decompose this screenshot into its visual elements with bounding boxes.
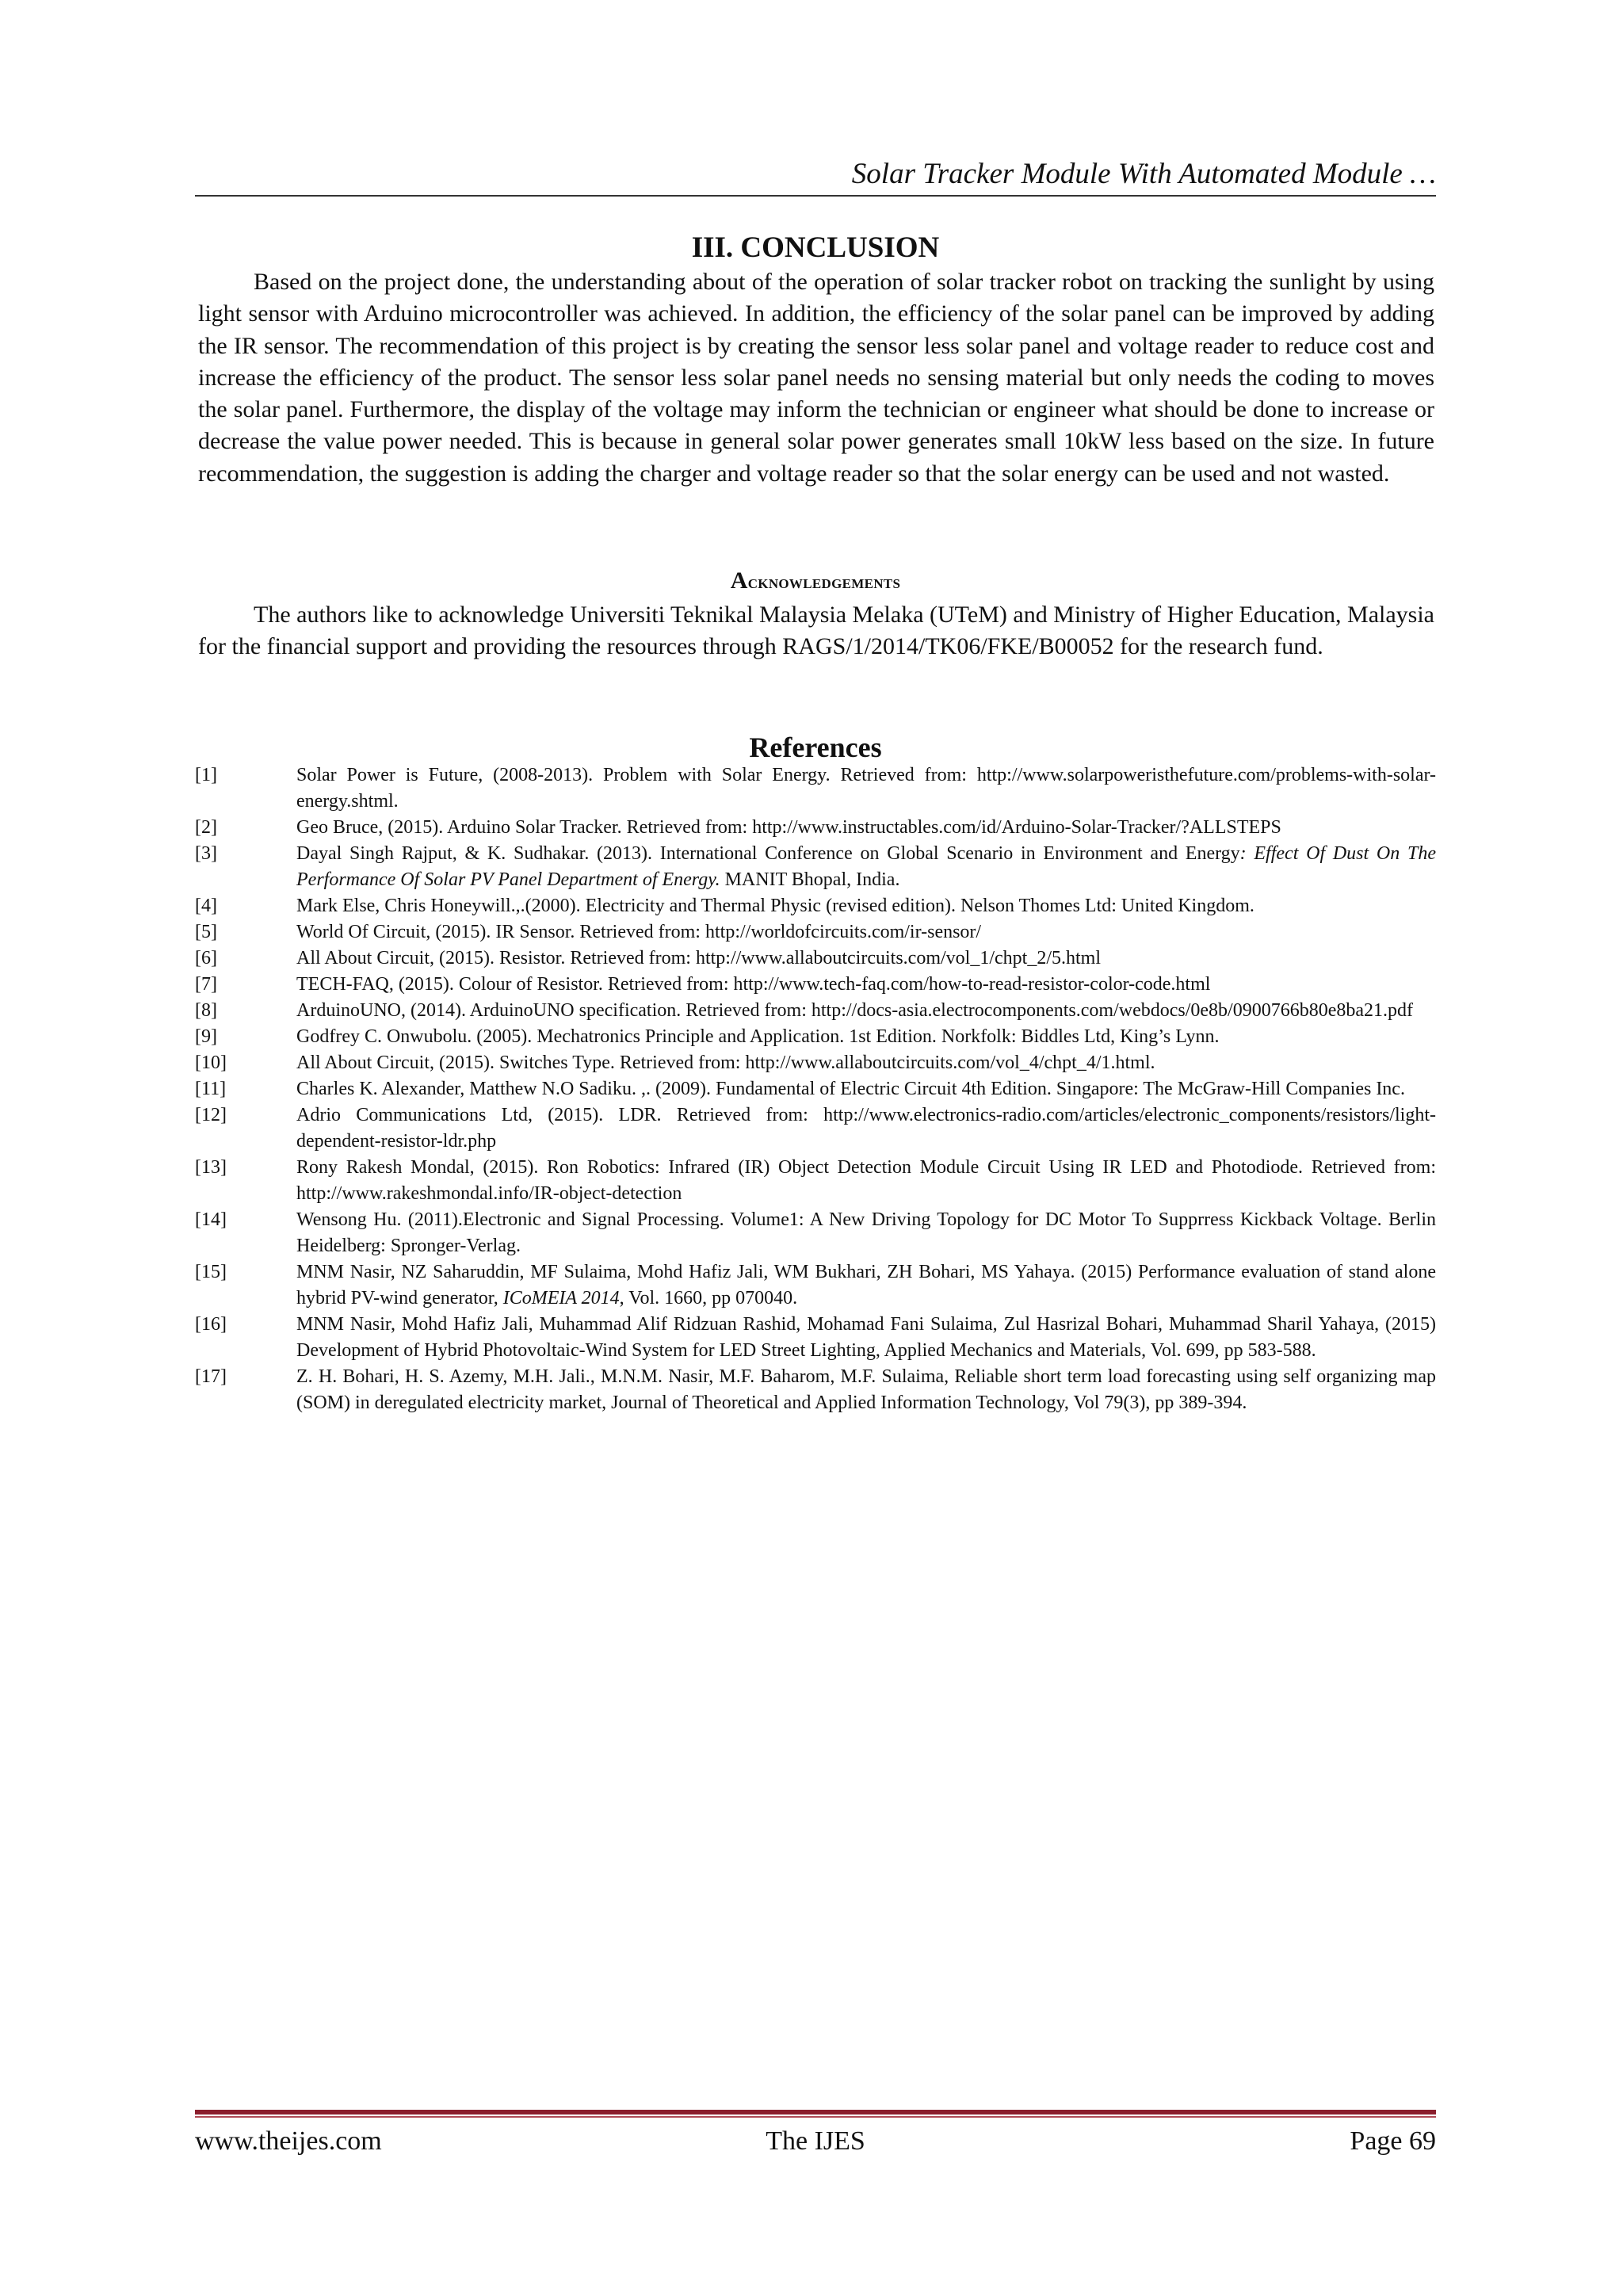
reference-item bbox=[195, 1259, 1436, 1312]
reference-item bbox=[195, 919, 1436, 946]
reference-text: All About Circuit, (2015). Resistor. Retrieved from: http://www.allaboutcircuits.com/vol_1/chpt_2/5.html bbox=[296, 948, 1101, 968]
acknowledgements-heading: Acknowledgements bbox=[730, 567, 901, 594]
reference-item bbox=[195, 841, 1436, 893]
reference-number: [8] bbox=[195, 1000, 217, 1021]
reference-text: Solar Power is Future, (2008-2013). Problem with Solar Energy. Retrieved from: http://www.solarpoweristhefuture.com/problems-with-solar-energy.shtml. bbox=[296, 765, 1436, 812]
reference-text: Wensong Hu. (2011).Electronic and Signal Processing. Volume1: A New Driving Topology for DC Motor To Supprress Kickback Voltage. Berlin Heidelberg: Spronger-Verlag. bbox=[296, 1209, 1436, 1256]
reference-number: [15] bbox=[195, 1262, 227, 1282]
reference-item bbox=[195, 1155, 1436, 1207]
reference-number: [16] bbox=[195, 1314, 227, 1335]
reference-number: [17] bbox=[195, 1366, 227, 1387]
reference-item bbox=[195, 815, 1436, 841]
reference-list bbox=[195, 762, 1436, 1416]
reference-number: [5] bbox=[195, 922, 217, 942]
reference-text: Z. H. Bohari, H. S. Azemy, M.H. Jali., M.N.M. Nasir, M.F. Baharom, M.F. Sulaima, Reliable short term load forecasting using self organizing map (SOM) in deregulated electricity market, Journal of Theoretical and Applied Information Technology, Vol 79(3), pp 389-394. bbox=[296, 1366, 1436, 1413]
reference-number: [1] bbox=[195, 765, 217, 785]
reference-text: Adrio Communications Ltd, (2015). LDR. Retrieved from: http://www.electronics-radio.com/articles/electronic_components/resistors/light-dependent-resistor-ldr.php bbox=[296, 1105, 1436, 1152]
header-rule bbox=[195, 195, 1436, 197]
reference-item bbox=[195, 1050, 1436, 1076]
reference-number: [11] bbox=[195, 1079, 227, 1099]
reference-text: TECH-FAQ, (2015). Colour of Resistor. Retrieved from: http://www.tech-faq.com/how-to-read-resistor-color-code.html bbox=[296, 974, 1211, 995]
footer-website: www.theijes.com bbox=[195, 2126, 382, 2156]
reference-text: Charles K. Alexander, Matthew N.O Sadiku. ,. (2009). Fundamental of Electric Circuit 4th Edition. Singapore: The McGraw-Hill Companies Inc. bbox=[296, 1079, 1405, 1099]
reference-text: MNM Nasir, NZ Saharuddin, MF Sulaima, Mohd Hafiz Jali, WM Bukhari, ZH Bohari, MS Yahaya. (2015) Performance evaluation of stand alone hybrid PV-wind generator, ICoMEIA 2014, Vol. 1660, pp 070040. bbox=[296, 1262, 1436, 1308]
reference-text: ArduinoUNO, (2014). ArduinoUNO specification. Retrieved from: http://docs-asia.electrocomponents.com/webdocs/0e8b/0900766b80e8ba21.pdf bbox=[296, 1000, 1414, 1021]
reference-number: [3] bbox=[195, 843, 217, 864]
reference-text: Dayal Singh Rajput, & K. Sudhakar. (2013). International Conference on Global Scenario in Environment and Energy: Effect Of Dust On The Performance Of Solar PV Panel Department of Energy. MANIT Bhopal, India. bbox=[296, 843, 1436, 890]
reference-item bbox=[195, 998, 1436, 1024]
footer-rule-thin bbox=[195, 2116, 1436, 2118]
reference-number: [14] bbox=[195, 1209, 227, 1230]
footer-journal: The IJES bbox=[766, 2126, 865, 2156]
reference-text: Godfrey C. Onwubolu. (2005). Mechatronics Principle and Application. 1st Edition. Norkfolk: Biddles Ltd, King’s Lynn. bbox=[296, 1026, 1220, 1047]
reference-item bbox=[195, 972, 1436, 998]
reference-number: [13] bbox=[195, 1157, 227, 1178]
reference-number: [2] bbox=[195, 817, 217, 838]
acknowledgements-paragraph: The authors like to acknowledge Universiti Teknikal Malaysia Melaka (UTeM) and Ministry of Higher Education, Malaysia for the financial support and providing the resources through RAGS/1/2014/TK06/FKE/B00052 for the research fund. bbox=[198, 602, 1434, 660]
reference-number: [9] bbox=[195, 1026, 217, 1047]
reference-item bbox=[195, 1076, 1436, 1102]
reference-item bbox=[195, 1364, 1436, 1416]
reference-item bbox=[195, 946, 1436, 972]
reference-text: World Of Circuit, (2015). IR Sensor. Retrieved from: http://worldofcircuits.com/ir-sensor/ bbox=[296, 922, 982, 942]
reference-item bbox=[195, 1102, 1436, 1155]
running-title: Solar Tracker Module With Automated Module … bbox=[851, 158, 1436, 190]
reference-item bbox=[195, 893, 1436, 919]
conclusion-heading: III. CONCLUSION bbox=[691, 231, 940, 264]
reference-text: Mark Else, Chris Honeywill.,.(2000). Electricity and Thermal Physic (revised edition). Nelson Thomes Ltd: United Kingdom. bbox=[296, 896, 1254, 916]
reference-item bbox=[195, 1312, 1436, 1364]
reference-text: Rony Rakesh Mondal, (2015). Ron Robotics: Infrared (IR) Object Detection Module Circuit Using IR LED and Photodiode. Retrieved from: http://www.rakeshmondal.info/IR-object-detection bbox=[296, 1157, 1436, 1204]
reference-number: [12] bbox=[195, 1105, 227, 1125]
references-heading: References bbox=[749, 732, 882, 763]
conclusion-paragraph: Based on the project done, the understanding about of the operation of solar tracker robot on tracking the sunlight by using light sensor with Arduino microcontroller was achieved. In addition, the efficiency of the solar panel can be improved by adding the IR sensor. The recommendation of this project is by creating the sensor less solar panel and voltage reader to reduce cost and increase the efficiency of the product. The sensor less solar panel needs no sensing material but only needs the coding to moves the solar panel. Furthermore, the display of the voltage may inform the technician or engineer what should be done to increase or decrease the value power needed. This is because in general solar power generates small 10kW less based on the size. In future recommendation, the suggestion is adding the charger and voltage reader so that the solar energy can be used and not wasted. bbox=[198, 269, 1434, 487]
reference-number: [4] bbox=[195, 896, 217, 916]
reference-number: [10] bbox=[195, 1052, 227, 1073]
reference-item bbox=[195, 762, 1436, 815]
reference-number: [7] bbox=[195, 974, 217, 995]
reference-text: All About Circuit, (2015). Switches Type. Retrieved from: http://www.allaboutcircuits.com/vol_4/chpt_4/1.html. bbox=[296, 1052, 1155, 1073]
footer-page-number: Page 69 bbox=[1350, 2126, 1436, 2156]
reference-text: MNM Nasir, Mohd Hafiz Jali, Muhammad Alif Ridzuan Rashid, Mohamad Fani Sulaima, Zul Hasrizal Bohari, Muhammad Sharil Yahaya, (2015) Development of Hybrid Photovoltaic-Wind System for LED Street Lighting, Applied Mechanics and Materials, Vol. 699, pp 583-588. bbox=[296, 1314, 1436, 1361]
reference-text: Geo Bruce, (2015). Arduino Solar Tracker. Retrieved from: http://www.instructables.com/id/Arduino-Solar-Tracker/?ALLSTEPS bbox=[296, 817, 1281, 838]
reference-item bbox=[195, 1024, 1436, 1050]
reference-number: [6] bbox=[195, 948, 217, 968]
footer-rule bbox=[195, 2110, 1436, 2115]
reference-item bbox=[195, 1207, 1436, 1259]
